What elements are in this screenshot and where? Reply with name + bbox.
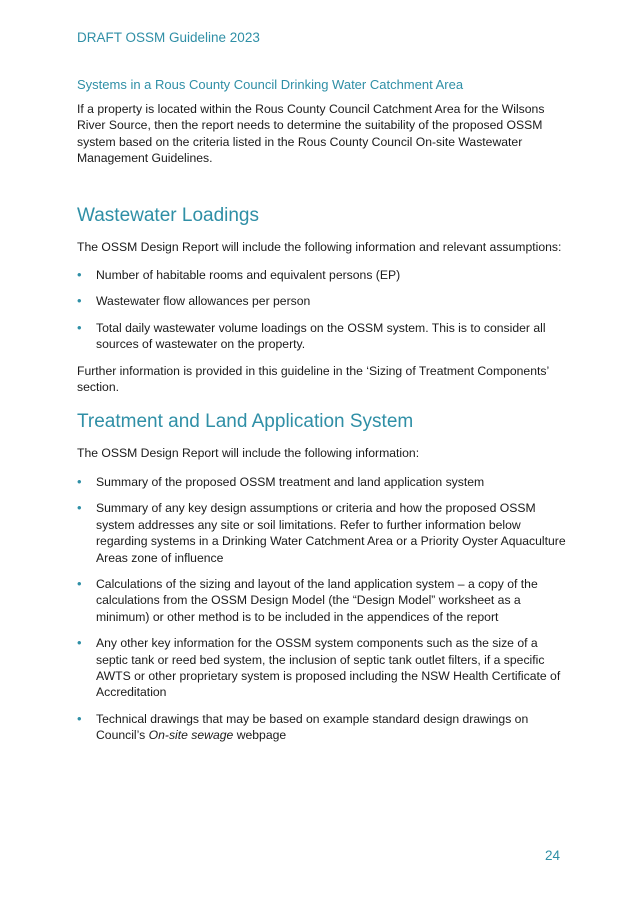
- list-item: [77, 635, 567, 701]
- rous-catchment-paragraph: If a property is located within the Rous County Council Catchment Area for the Wilsons River Source, then the report needs to determine the suitability of the proposed OSSM system based on the criteria listed in the Rous County Council On-site Wastewater Management Guidelines.: [77, 102, 545, 166]
- bullet-icon: •: [77, 293, 82, 309]
- list-item: [77, 500, 567, 566]
- running-header: DRAFT OSSM Guideline 2023: [77, 30, 260, 45]
- page-content: [77, 77, 567, 754]
- wastewater-further-info: Further information is provided in this guideline in the ‘Sizing of Treatment Components’ section.: [77, 363, 549, 395]
- bullet-text: Wastewater flow allowances per person: [96, 294, 311, 309]
- wastewater-loadings-heading: Wastewater Loadings: [77, 204, 260, 226]
- onsite-sewage-webpage-name: On-site sewage: [148, 728, 234, 743]
- list-item: [77, 711, 567, 744]
- bullet-text: Summary of any key design assumptions or criteria and how the proposed OSSM system addresses any site or soil limitations. Refer to further information below regarding systems in a Drinking Water Catchment Area or a Priority Oyster Aquaculture Areas zone of influence: [96, 501, 566, 565]
- bullet-icon: •: [77, 710, 82, 726]
- wastewater-bullet-list: [77, 267, 567, 353]
- list-item: [77, 576, 567, 625]
- bullet-icon: •: [77, 319, 82, 335]
- bullet-text: Calculations of the sizing and layout of the land application system – a copy of the calculations from the OSSM Design Model (the “Design Model” worksheet as a minimum) or other method is to be included in the appendices of the report: [96, 576, 538, 624]
- wastewater-intro: The OSSM Design Report will include the following information and relevant assumptions:: [77, 239, 562, 254]
- treatment-intro: The OSSM Design Report will include the following information:: [77, 446, 420, 461]
- bullet-icon: •: [77, 473, 82, 489]
- bullet-text: Total daily wastewater volume loadings on the OSSM system. This is to consider all sources of wastewater on the property.: [96, 320, 546, 352]
- list-item: [77, 474, 567, 490]
- bullet-icon: •: [77, 635, 82, 651]
- bullet-icon: •: [77, 267, 82, 283]
- treatment-land-application-heading: Treatment and Land Application System: [77, 411, 414, 433]
- bullet-text: Summary of the proposed OSSM treatment and land application system: [96, 474, 485, 489]
- bullet-text: Any other key information for the OSSM system components such as the size of a septic tank or reed bed system, the inclusion of septic tank outlet filters, if a specific AWTS or other proprietary system is proposed including the NSW Health Certificate of Accreditation: [96, 636, 561, 700]
- rous-catchment-heading: Systems in a Rous County Council Drinking Water Catchment Area: [77, 77, 464, 92]
- bullet-icon: •: [77, 500, 82, 516]
- list-item: [77, 267, 567, 283]
- page-number: 24: [544, 848, 560, 863]
- list-item: [77, 293, 567, 309]
- treatment-bullet-list: [77, 474, 567, 744]
- bullet-text-pre: Technical drawings that may be based on example standard design drawings on Council’s: [96, 711, 529, 743]
- bullet-text-post: webpage: [233, 728, 287, 743]
- bullet-icon: •: [77, 575, 82, 591]
- list-item: [77, 320, 567, 353]
- bullet-text: Number of habitable rooms and equivalent persons (EP): [96, 268, 401, 283]
